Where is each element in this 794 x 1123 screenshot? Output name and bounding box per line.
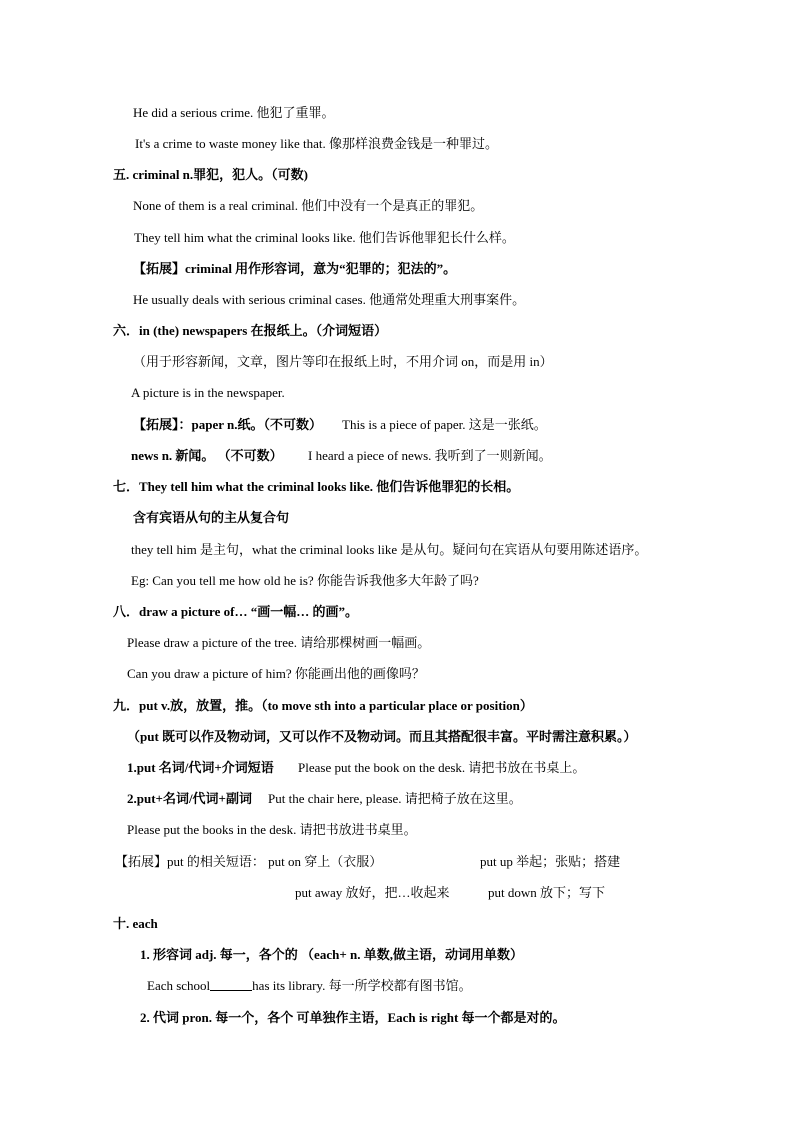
section-8-heading: 八．draw a picture of… “画一幅… 的画”。 (113, 604, 358, 619)
example-serious-crime: He did a serious crime. 他犯了重罪。 (133, 105, 335, 120)
example-criminal-looks: They tell him what the criminal looks like. 他们告诉他罪犯长什么样。 (134, 230, 515, 245)
object-clause-note: 含有宾语从句的主从复合句 (133, 510, 290, 525)
example-real-criminal: None of them is a real criminal. 他们中没有一个是真正的罪犯。 (133, 198, 484, 213)
example-put-chair: Put the chair here, please. 请把椅子放在这里。 (268, 791, 522, 806)
phrase-put-down: put down 放下；写下 (488, 885, 606, 900)
example-each-school-start: Each school (147, 978, 211, 993)
section-6-heading: 六．in (the) newspapers 在报纸上。（介词短语） (113, 323, 388, 338)
example-draw-tree: Please draw a picture of the tree. 请给那棵树画一幅画。 (127, 635, 431, 650)
fill-in-blank[interactable] (210, 978, 252, 991)
section-10-heading: 十. each (113, 916, 158, 931)
example-picture-newspaper: A picture is in the newspaper. (131, 385, 285, 400)
section-9-heading: 九．put v.放，放置，推。（to move sth into a particular place or position） (113, 698, 533, 713)
object-clause-explanation: they tell him 是主句，what the criminal looks like 是从句。疑问句在宾语从句要用陈述语序。 (131, 542, 648, 557)
example-piece-of-paper: This is a piece of paper. 这是一张纸。 (342, 417, 547, 432)
phrase-put-away: put away 放好，把…收起来 (295, 885, 450, 900)
section-5-heading: 五. criminal n.罪犯，犯人。（可数) (113, 167, 308, 182)
each-pronoun-definition: 2. 代词 pron. 每一个，各个 可单独作主语，Each is right 每一个都是对的。 (140, 1010, 566, 1025)
note-in-newspaper: （用于形容新闻，文章，图片等印在报纸上时，不用介词 on，而是用 in） (133, 354, 553, 369)
example-put-book-desk: Please put the book on the desk. 请把书放在书桌上。 (298, 760, 586, 775)
put-usage-note: （put 既可以作及物动词，又可以作不及物动词。而且其搭配很丰富。平时需注意积累。） (127, 729, 637, 744)
example-how-old: Eg: Can you tell me how old he is? 你能告诉我他多大年龄了吗? (131, 573, 479, 588)
news-definition: news n. 新闻。 （不可数） (131, 448, 283, 463)
example-draw-him: Can you draw a picture of him? 你能画出他的画像吗？ (127, 666, 425, 681)
extension-put-phrases: 【拓展】put 的相关短语： put on 穿上（衣服） (115, 854, 383, 869)
example-each-school (147, 978, 472, 994)
section-7-heading: 七．They tell him what the criminal looks like. 他们告诉他罪犯的长相。 (113, 479, 520, 494)
put-pattern-2: 2.put+名词/代词+副词 (127, 791, 252, 806)
extension-criminal-adj: 【拓展】criminal 用作形容词，意为“犯罪的；犯法的”。 (133, 261, 457, 276)
extension-paper: 【拓展】：paper n.纸。（不可数） (133, 417, 322, 432)
example-criminal-cases: He usually deals with serious criminal cases. 他通常处理重大刑事案件。 (133, 292, 526, 307)
phrase-put-up: put up 举起；张贴；搭建 (480, 854, 621, 869)
each-adjective-definition: 1. 形容词 adj. 每一，各个的 （each+ n. 单数,做主语，动词用单数） (140, 947, 523, 962)
example-each-school-end: has its library. 每一所学校都有图书馆。 (252, 978, 472, 993)
put-pattern-1: 1.put 名词/代词+介词短语 (127, 760, 274, 775)
example-piece-of-news: I heard a piece of news. 我听到了一则新闻。 (308, 448, 552, 463)
example-put-books-in-desk: Please put the books in the desk. 请把书放进书桌里。 (127, 822, 417, 837)
example-crime-waste-money: It's a crime to waste money like that. 像那样浪费金钱是一种罪过。 (135, 136, 499, 151)
